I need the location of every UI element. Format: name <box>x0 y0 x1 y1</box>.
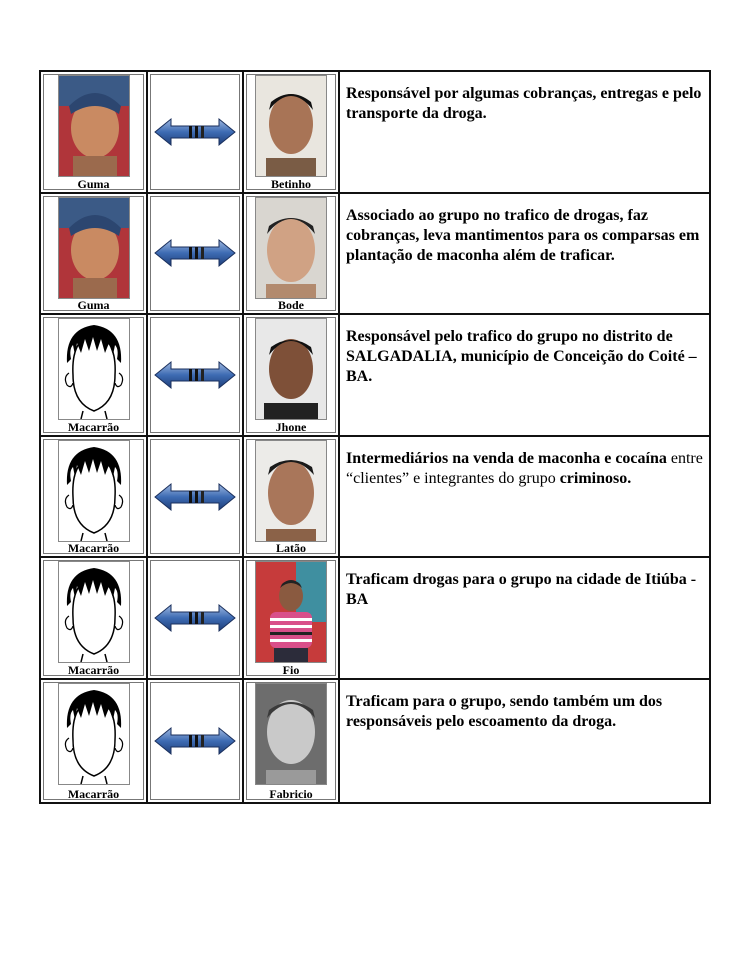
person-photo <box>255 197 327 299</box>
left-person-cell <box>41 315 148 435</box>
connector-cell <box>148 558 244 678</box>
person-photo <box>255 440 327 542</box>
left-person-cell <box>41 72 148 192</box>
right-person-cell <box>244 72 340 192</box>
person-photo <box>58 75 130 177</box>
role-description: Traficam para o grupo, sendo também um dos responsáveis pelo escoamento da droga. <box>346 692 663 730</box>
person-name: Latão <box>276 541 306 556</box>
right-person-cell <box>244 680 340 802</box>
person-name: Bode <box>277 298 304 313</box>
person-photo <box>255 318 327 420</box>
right-person-cell <box>244 558 340 678</box>
relationship-table <box>39 70 711 804</box>
connector-cell <box>148 315 244 435</box>
person-name: Guma <box>77 298 110 313</box>
person-name: Betinho <box>270 176 311 191</box>
right-person-cell <box>244 315 340 435</box>
role-description: Responsável por algumas cobranças, entregas e pelo transporte da droga. <box>346 85 702 122</box>
person-name: Fabricio <box>269 786 313 801</box>
silhouette-icon <box>58 318 130 420</box>
description-cell <box>340 194 709 314</box>
connector-cell <box>148 194 244 314</box>
role-description-tail: criminoso. <box>559 469 632 487</box>
right-person-cell <box>244 194 340 314</box>
person-name: Macarrão <box>67 662 120 677</box>
role-description <box>346 449 703 489</box>
person-photo <box>58 197 130 299</box>
table-row <box>41 315 709 437</box>
person-name: Macarrão <box>67 786 120 801</box>
person-name: Macarrão <box>67 541 120 556</box>
description-cell <box>340 315 709 435</box>
person-photo <box>255 561 327 663</box>
table-row <box>41 72 709 194</box>
role-description-regular: entre “clientes” e integrantes do grupo <box>346 449 703 487</box>
connector-cell <box>148 72 244 192</box>
table-row <box>41 194 709 316</box>
role-description: Responsável pelo trafico do grupo no distrito de SALGADALIA, município de Conceição do Coité – BA. <box>346 328 697 386</box>
role-description: Traficam drogas para o grupo na cidade de Itiúba - BA <box>346 571 697 609</box>
role-description: Associado ao grupo no trafico de drogas, faz cobranças, leva mantimentos para os comparsas em plantação de maconha além de traficar. <box>346 206 700 264</box>
role-description-bold: Intermediários na venda de maconha e cocaína <box>346 449 667 467</box>
table-row <box>41 437 709 559</box>
silhouette-icon <box>58 561 130 663</box>
double-arrow-icon <box>153 360 237 390</box>
silhouette-icon <box>58 683 130 785</box>
description-cell <box>340 72 709 192</box>
double-arrow-icon <box>153 603 237 633</box>
description-cell <box>340 680 709 802</box>
table-row <box>41 558 709 680</box>
double-arrow-icon <box>153 117 237 147</box>
description-cell <box>340 558 709 678</box>
double-arrow-icon <box>153 482 237 512</box>
person-name: Macarrão <box>67 419 120 434</box>
left-person-cell <box>41 558 148 678</box>
connector-cell <box>148 437 244 557</box>
left-person-cell <box>41 194 148 314</box>
person-photo <box>255 683 327 785</box>
table-row <box>41 680 709 802</box>
left-person-cell <box>41 437 148 557</box>
person-name: Fio <box>282 662 300 677</box>
person-name: Jhone <box>275 419 307 434</box>
silhouette-icon <box>58 440 130 542</box>
description-cell <box>340 437 709 557</box>
right-person-cell <box>244 437 340 557</box>
double-arrow-icon <box>153 238 237 268</box>
person-photo <box>255 75 327 177</box>
double-arrow-icon <box>153 726 237 756</box>
person-name: Guma <box>77 176 110 191</box>
left-person-cell <box>41 680 148 802</box>
connector-cell <box>148 680 244 802</box>
